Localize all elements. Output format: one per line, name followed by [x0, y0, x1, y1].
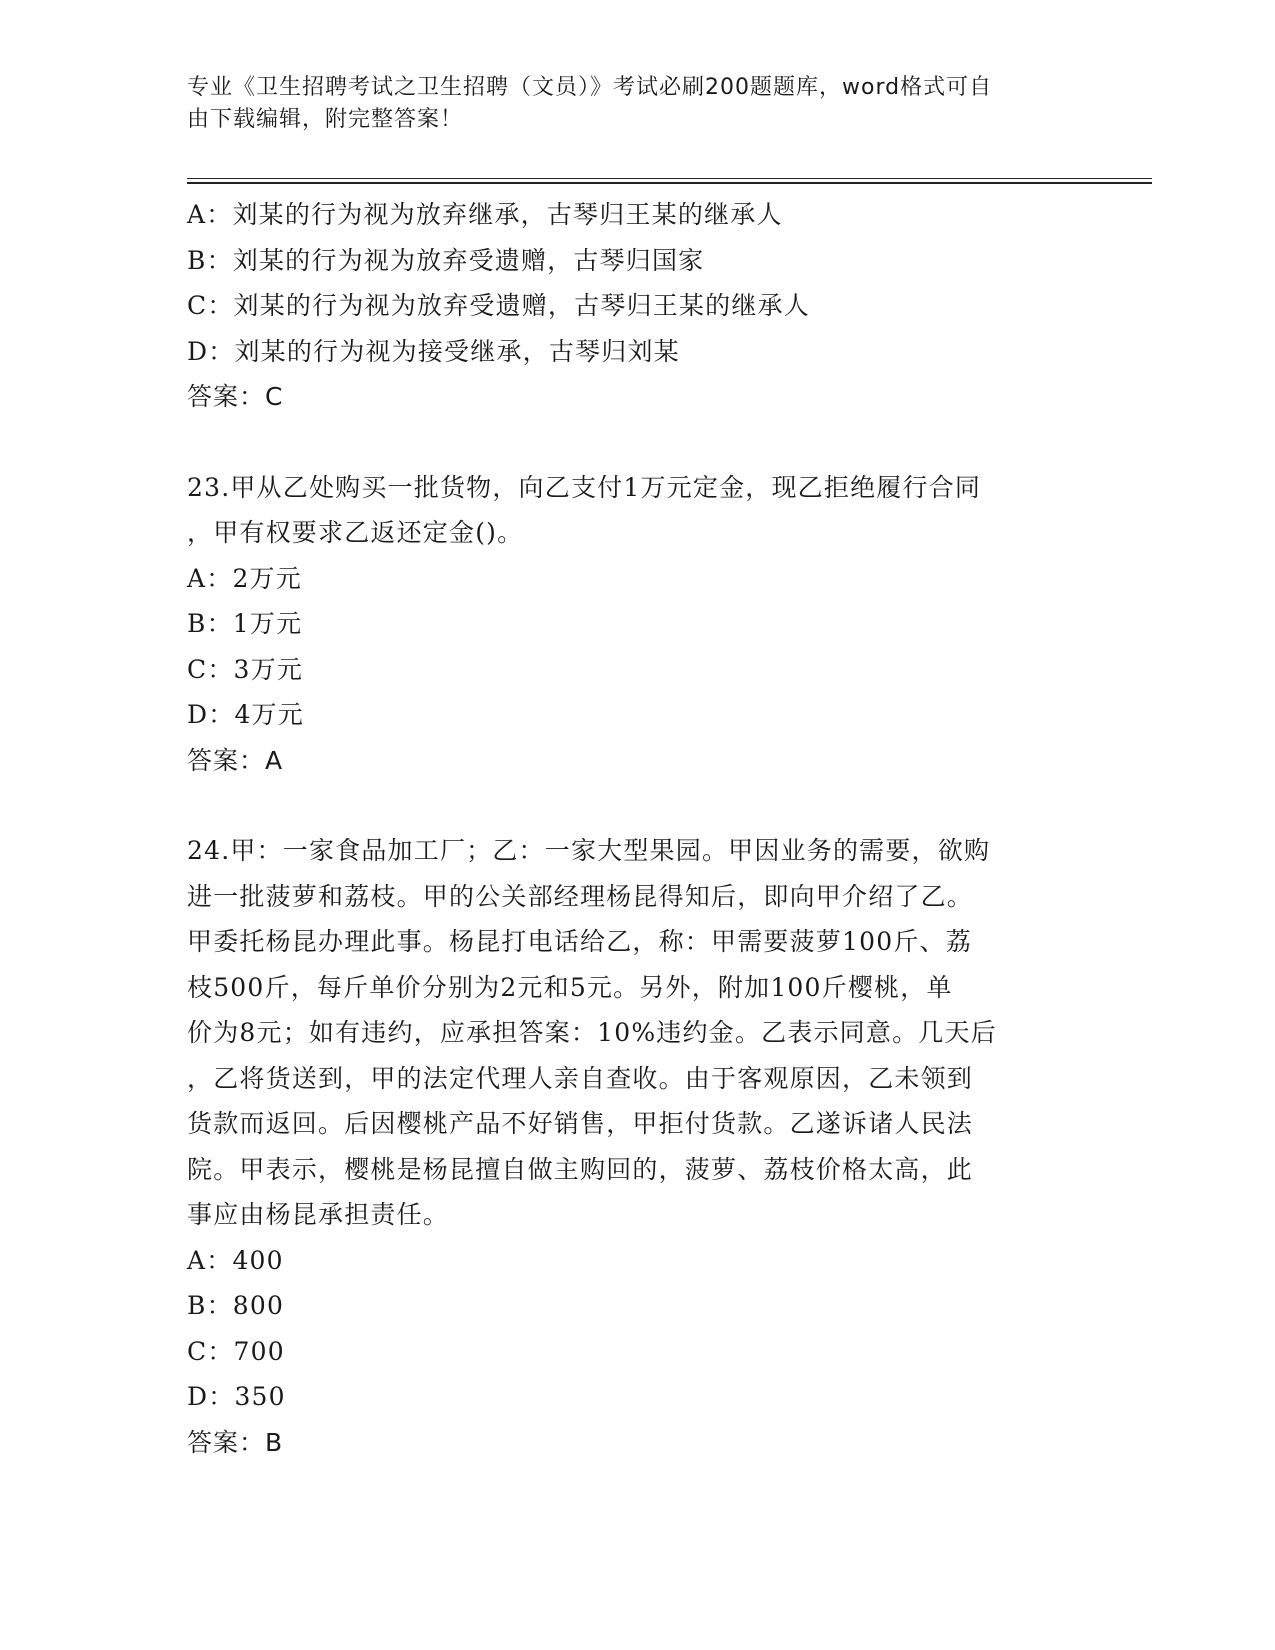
q24-stem-line-5: 价为8元；如有违约，应承担答案：10%违约金。乙表示同意。几天后 — [187, 1018, 997, 1047]
q23-option-b: B：1万元 — [187, 609, 303, 638]
q24-stem-line-6: ，乙将货送到，甲的法定代理人亲自查收。由于客观原因，乙未领到 — [187, 1063, 974, 1093]
q24-option-d: D：350 — [187, 1382, 286, 1411]
document-header — [187, 72, 1067, 136]
q22-option-b: B：刘某的行为视为放弃受遗赠，古琴归国家 — [187, 245, 705, 275]
q24-option-a: A：400 — [187, 1245, 284, 1275]
question-content — [187, 192, 1067, 1465]
q24-stem-line-4: 枝500斤，每斤单价分别为2元和5元。另外，附加100斤樱桃，单 — [187, 972, 953, 1002]
q23-stem-line-1: 23.甲从乙处购买一批货物，向乙支付1万元定金，现乙拒绝履行合同 — [187, 472, 982, 502]
spacer — [187, 420, 1067, 465]
q24-stem-line-9: 事应由杨昆承担责任。 — [187, 1200, 450, 1229]
q24-stem-line-7: 货款而返回。后因樱桃产品不好销售，甲拒付货款。乙遂诉诸人民法 — [187, 1109, 974, 1138]
q22-answer: 答案：C — [187, 382, 284, 411]
q24-stem-line-8: 院。甲表示，樱桃是杨昆擅自做主购回的，菠萝、荔枝价格太高，此 — [187, 1154, 974, 1184]
spacer — [187, 783, 1067, 828]
q23-stem-line-2: ，甲有权要求乙返还定金()。 — [187, 518, 524, 547]
q22-option-d: D：刘某的行为视为接受继承，古琴归刘某 — [187, 336, 680, 366]
q24-stem-line-3: 甲委托杨昆办理此事。杨昆打电话给乙，称：甲需要菠萝100斤、荔 — [187, 927, 972, 956]
question-24 — [187, 828, 1067, 1465]
q23-answer: 答案：A — [187, 745, 284, 775]
question-23 — [187, 465, 1067, 784]
q24-option-b: B：800 — [187, 1291, 285, 1320]
question-22 — [187, 192, 1067, 420]
q23-option-d: D：4万元 — [187, 700, 304, 729]
q24-answer: 答案：B — [187, 1427, 284, 1457]
q22-option-a: A：刘某的行为视为放弃继承，古琴归王某的继承人 — [187, 200, 783, 229]
q22-option-c: C：刘某的行为视为放弃受遗赠，古琴归王某的继承人 — [187, 291, 810, 320]
q24-option-c: C：700 — [187, 1336, 285, 1366]
q24-stem-line-2: 进一批菠萝和荔枝。甲的公关部经理杨昆得知后，即向甲介绍了乙。 — [187, 881, 974, 911]
header-title-line-2: 由下载编辑，附完整答案！ — [187, 107, 464, 132]
q23-option-c: C：3万元 — [187, 654, 304, 684]
q23-option-a: A：2万元 — [187, 563, 302, 593]
header-divider-thick — [187, 182, 1152, 184]
header-divider-thin — [187, 178, 1152, 179]
header-title-line-1: 专业《卫生招聘考试之卫生招聘（文员）》考试必刷200题题库，word格式可自 — [187, 75, 993, 100]
q24-stem-line-1: 24.甲：一家食品加工厂；乙：一家大型果园。甲因业务的需要，欲购 — [187, 836, 991, 865]
